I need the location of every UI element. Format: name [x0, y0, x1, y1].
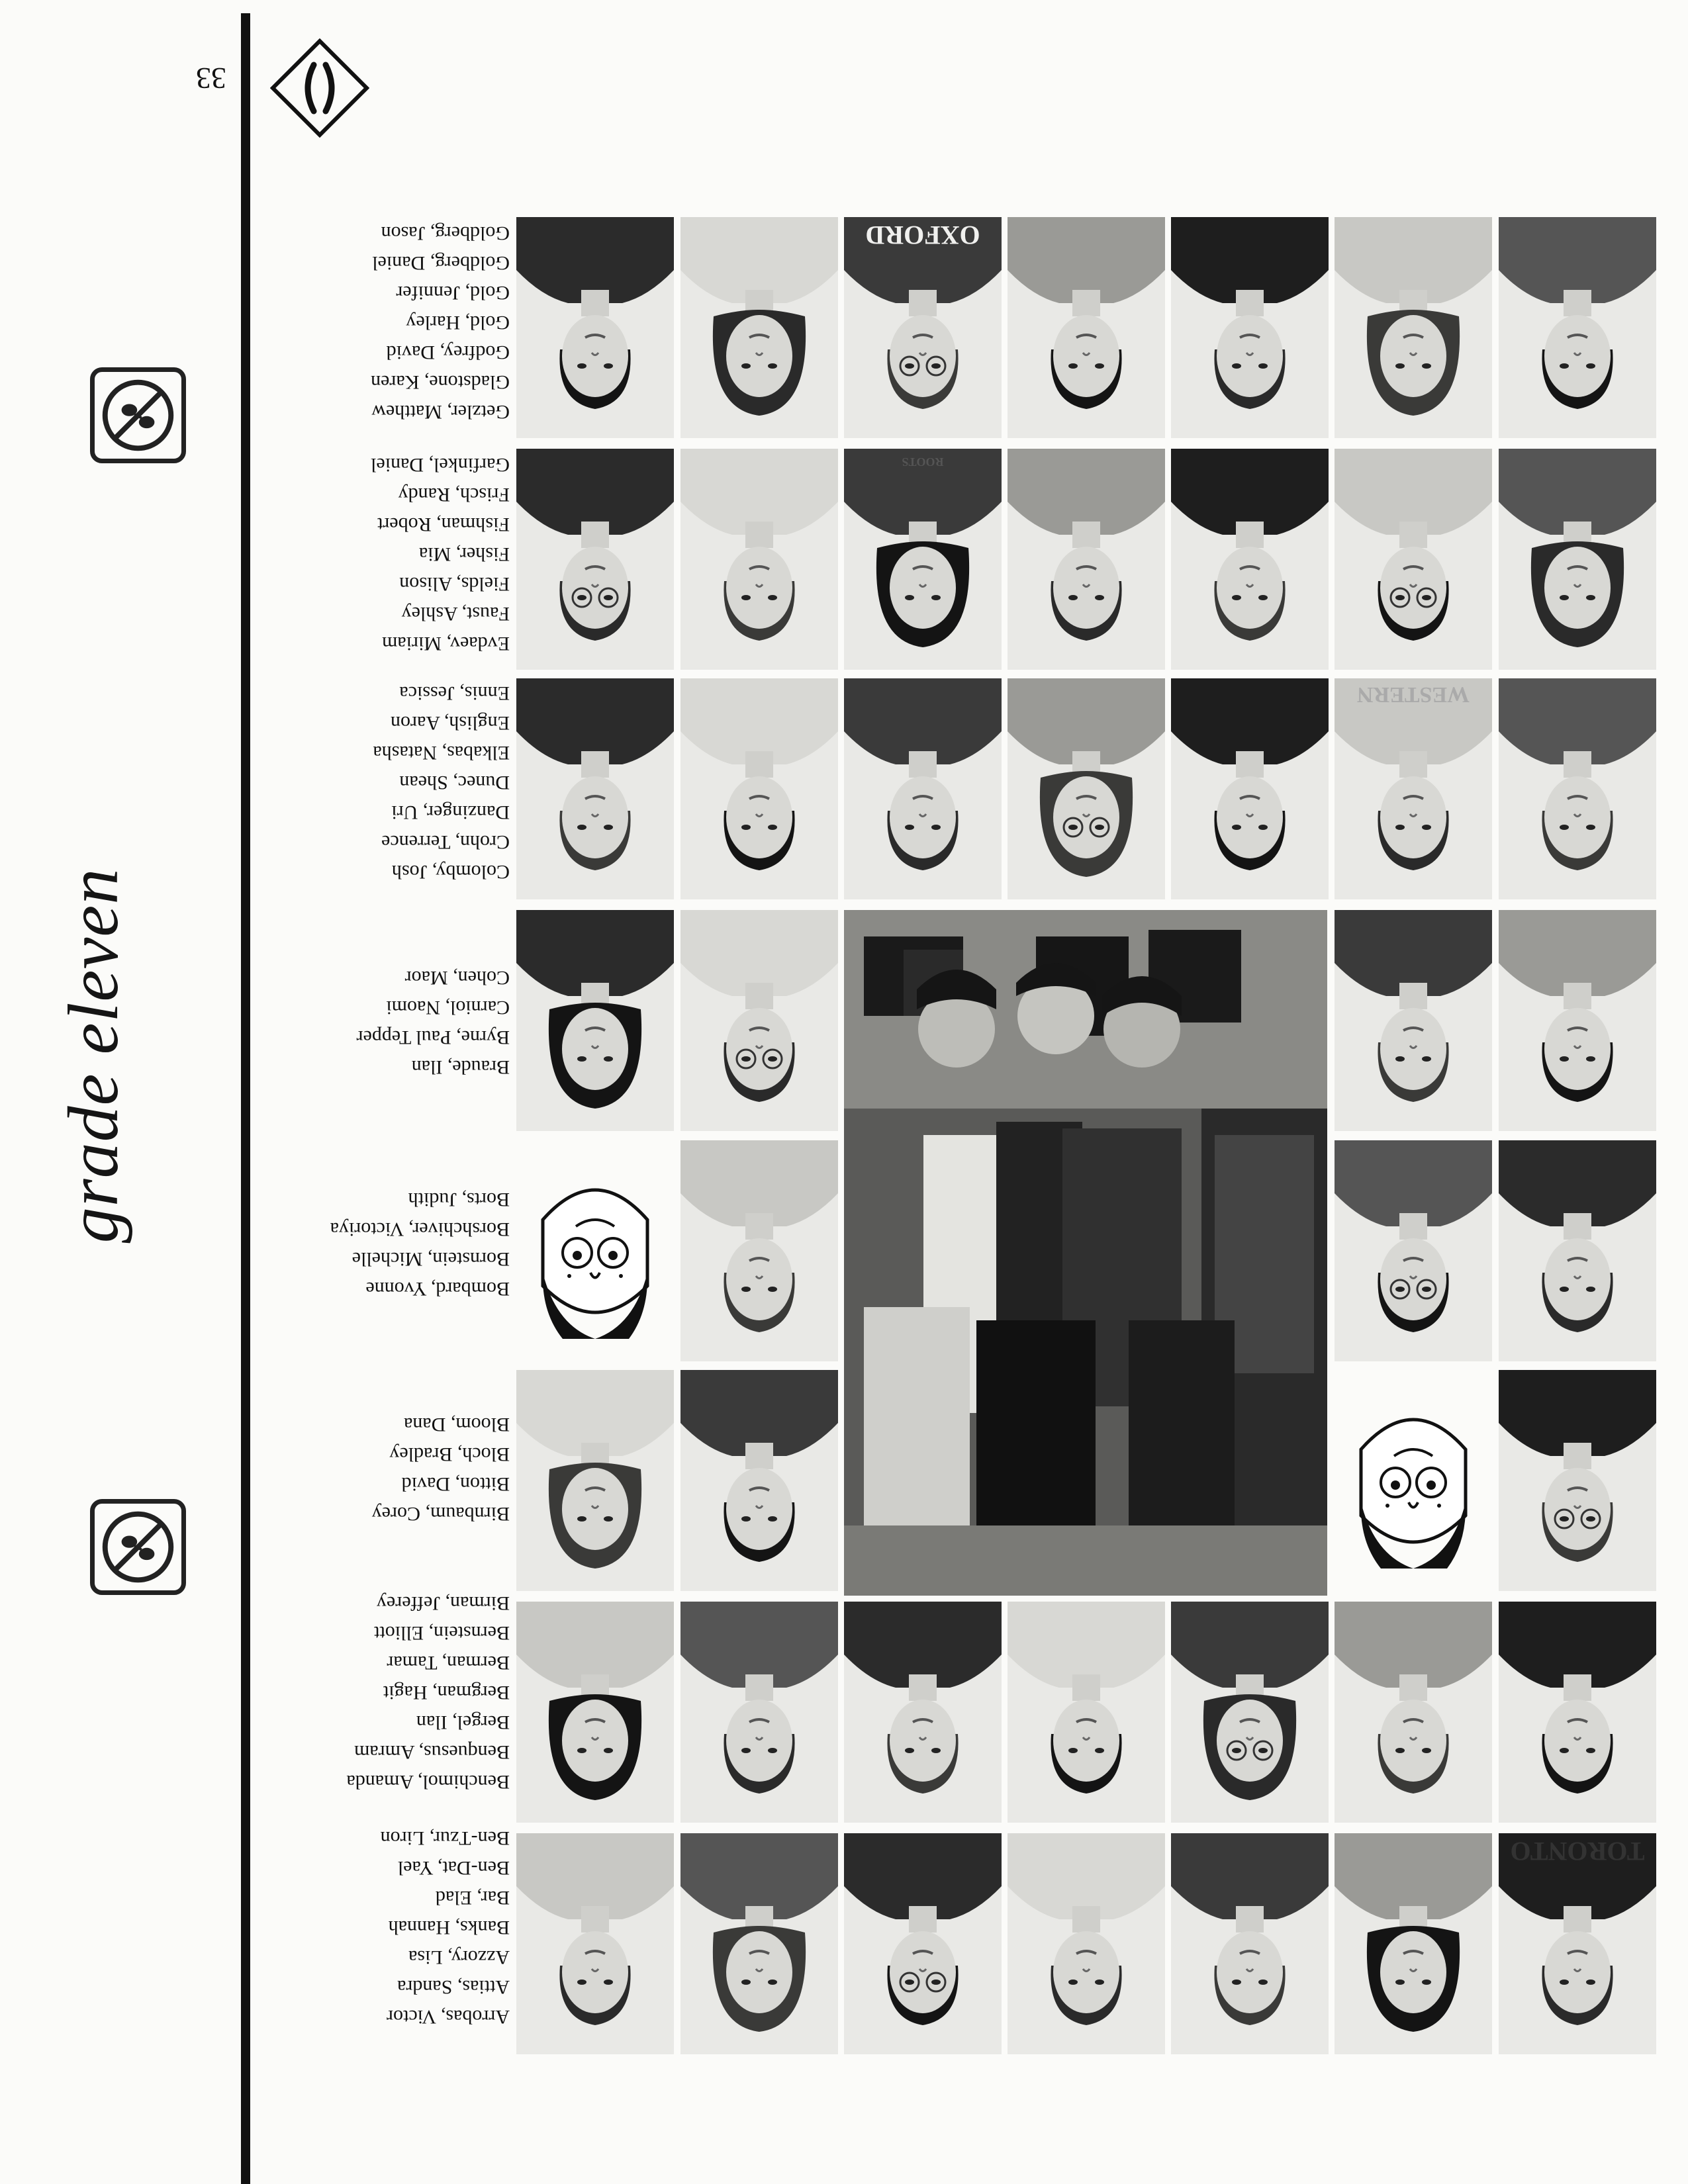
student-portrait — [1335, 678, 1492, 899]
student-portrait — [1499, 1370, 1656, 1591]
student-name: Faust, Ashley — [401, 603, 510, 625]
student-portrait — [516, 910, 674, 1131]
student-name: Birman, Jefferey — [376, 1592, 510, 1614]
student-portrait — [1335, 1833, 1492, 2054]
student-portrait — [1008, 217, 1165, 438]
student-name: Fishman, Robert — [377, 514, 510, 535]
cartoon-placeholder-portrait — [1335, 1370, 1492, 1591]
student-name: Gold, Harley — [406, 312, 510, 334]
student-name: Goldberg, Daniel — [372, 252, 510, 274]
student-portrait — [680, 910, 838, 1131]
no-sunglasses-icon — [90, 1499, 186, 1595]
student-portrait — [844, 678, 1002, 899]
student-name: Banks, Hannah — [388, 1917, 510, 1938]
student-name: Ben-Dat, Yael — [397, 1857, 510, 1879]
student-portrait — [1335, 910, 1492, 1131]
student-name: Goldberg, Jason — [381, 222, 510, 244]
student-name: Frisch, Randy — [398, 484, 510, 506]
student-name: Colomby, Josh — [391, 861, 510, 883]
student-name: Bergel, Ilan — [416, 1711, 510, 1733]
student-portrait — [516, 449, 674, 670]
student-name: Braude, Ilan — [411, 1056, 510, 1078]
name-list — [311, 963, 510, 1082]
student-portrait — [1335, 449, 1492, 670]
student-portrait — [1499, 1833, 1656, 2054]
student-portrait — [1008, 1602, 1165, 1823]
student-portrait — [1171, 217, 1329, 438]
student-name: Borts, Judith — [408, 1189, 510, 1210]
student-portrait — [516, 1370, 674, 1591]
student-portrait — [680, 449, 838, 670]
student-name: Cohen, Maor — [404, 967, 510, 989]
student-name: Azzory, Lisa — [408, 1946, 510, 1968]
student-portrait — [516, 678, 674, 899]
apparel-text: OXFORD — [865, 220, 980, 250]
name-list — [311, 678, 510, 887]
group-photo — [844, 910, 1327, 1596]
student-name: Danzinger, Uri — [391, 801, 510, 823]
student-name: Evdaev, Miriam — [382, 633, 510, 655]
student-portrait — [1335, 1140, 1492, 1361]
student-name: English, Aaron — [391, 712, 510, 734]
student-portrait — [1335, 1602, 1492, 1823]
student-name: Carniol, Naomi — [386, 997, 510, 1019]
student-portrait — [516, 1602, 674, 1823]
student-name: Arrobas, Victor — [387, 2006, 510, 2028]
student-name: Bitton, David — [401, 1473, 510, 1495]
student-name: Borshchiver, Victoriya — [330, 1218, 510, 1240]
student-portrait — [1008, 1833, 1165, 2054]
name-list — [311, 1185, 510, 1304]
student-name: Bloom, Dana — [404, 1414, 510, 1435]
student-name: Berman, Tamar — [387, 1652, 510, 1674]
student-portrait — [680, 217, 838, 438]
student-name: Gold, Jennifer — [396, 282, 510, 304]
student-name: Bernstein, Elliott — [374, 1622, 510, 1644]
name-list — [311, 1823, 510, 2032]
cartoon-placeholder-portrait — [516, 1140, 674, 1361]
student-name: Bloch, Bradley — [389, 1443, 510, 1465]
student-portrait — [1171, 449, 1329, 670]
student-name: Birnbaum, Corey — [371, 1503, 510, 1525]
student-portrait — [1008, 678, 1165, 899]
student-name: Benchimol, Amanda — [346, 1771, 510, 1793]
vertical-rule — [241, 13, 250, 2184]
page-number: 33 — [196, 62, 226, 95]
name-list — [311, 1588, 510, 1797]
student-portrait — [844, 1833, 1002, 2054]
no-sunglasses-icon — [90, 367, 186, 463]
student-name: Byrne, Paul Tepper — [356, 1026, 510, 1048]
student-name: Attias, Sandra — [397, 1976, 510, 1998]
student-portrait — [1499, 1602, 1656, 1823]
student-portrait — [1499, 449, 1656, 670]
section-title: grade eleven — [54, 868, 133, 1244]
student-portrait — [1499, 910, 1656, 1131]
student-portrait — [844, 217, 1002, 438]
student-name: Ennis, Jessica — [399, 682, 510, 704]
student-name: Crohn, Terrence — [381, 831, 510, 853]
diamond-bracket-logo-icon — [270, 38, 369, 138]
student-name: Garfinkel, Daniel — [371, 454, 510, 476]
student-portrait — [680, 1833, 838, 2054]
student-portrait — [1008, 449, 1165, 670]
student-portrait — [1499, 678, 1656, 899]
apparel-text: ROOTS — [902, 455, 944, 469]
student-portrait — [844, 1602, 1002, 1823]
student-name: Elkabas, Natasha — [373, 742, 510, 764]
student-name: Fields, Alison — [399, 573, 510, 595]
student-name: Benquesus, Amram — [354, 1741, 510, 1763]
apparel-text: TORONTO — [1510, 1837, 1645, 1866]
student-portrait — [516, 1833, 674, 2054]
student-name: Dunec, Shean — [399, 772, 510, 794]
student-name: Bar, Elad — [435, 1887, 510, 1909]
student-name: Bombard, Yvonne — [365, 1278, 510, 1300]
student-portrait — [680, 1370, 838, 1591]
student-name: Getzler, Matthew — [371, 401, 510, 423]
student-portrait — [1171, 1833, 1329, 2054]
student-portrait — [1171, 1602, 1329, 1823]
student-portrait — [680, 678, 838, 899]
student-portrait — [844, 449, 1002, 670]
student-name: Ben-Tzur, Liron — [380, 1827, 510, 1849]
student-portrait — [1499, 217, 1656, 438]
student-portrait — [680, 1602, 838, 1823]
apparel-text: WESTERN — [1356, 682, 1470, 707]
name-list — [311, 1410, 510, 1529]
student-portrait — [516, 217, 674, 438]
student-portrait — [680, 1140, 838, 1361]
student-name: Bornstein, Michelle — [352, 1248, 510, 1270]
student-name: Gladstone, Karen — [371, 371, 510, 393]
student-name: Godfrey, David — [386, 341, 510, 363]
student-portrait — [1335, 217, 1492, 438]
student-name: Fisher, Mia — [418, 543, 510, 565]
student-portrait — [1499, 1140, 1656, 1361]
student-name: Bergman, Hagit — [383, 1682, 510, 1704]
name-list — [311, 218, 510, 427]
student-portrait — [1171, 678, 1329, 899]
name-list — [311, 450, 510, 659]
